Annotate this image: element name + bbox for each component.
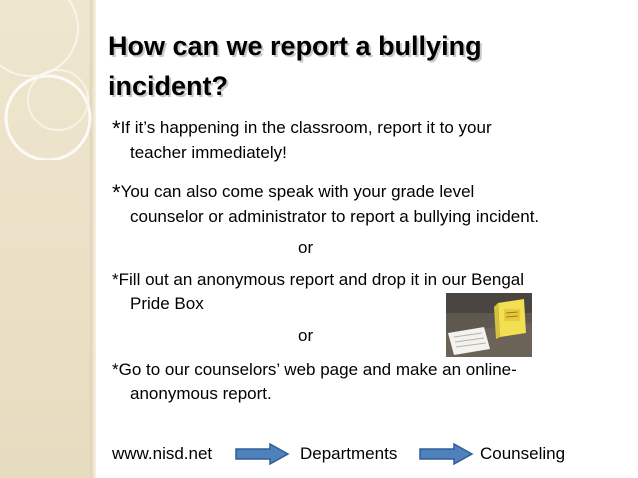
decorative-circles (0, 0, 120, 160)
bullet-point-1 (112, 116, 627, 165)
or-separator-2: or (298, 326, 314, 345)
bullet-point-2 (112, 180, 627, 229)
bullet-point-3 (112, 268, 627, 316)
or-separator-1: or (298, 238, 314, 257)
pride-box-photo (446, 293, 532, 357)
bullet-2-line-2: counselor or administrator to report a bullying incident. (130, 207, 540, 226)
bullet-marker: * (112, 360, 119, 379)
bullet-marker: * (112, 270, 119, 289)
path-step-counseling: Counseling (480, 444, 566, 463)
right-arrow-icon (418, 442, 474, 466)
bullet-4-line-1: Go to our counselors’ web page and make an online- (118, 360, 517, 379)
bullet-1-line-2: teacher immediately! (130, 143, 287, 162)
bullet-3-line-1: Fill out an anonymous report and drop it in our Bengal (118, 270, 525, 289)
bullet-2-line-1: You can also come speak with your grade level (120, 182, 475, 201)
bullet-marker: * (112, 180, 121, 205)
bullet-1-line-1: If it’s happening in the classroom, report it to your (120, 118, 492, 137)
path-step-departments: Departments (300, 444, 398, 463)
bullet-marker: * (112, 116, 121, 141)
right-arrow-icon (234, 442, 290, 466)
bullet-4-line-2: anonymous report. (130, 384, 272, 403)
bullet-point-4 (112, 358, 627, 406)
path-step-website: www.nisd.net (112, 444, 213, 463)
bullet-3-line-2: Pride Box (130, 294, 204, 313)
slide-title: How can we report a bullying incident? (108, 31, 482, 101)
